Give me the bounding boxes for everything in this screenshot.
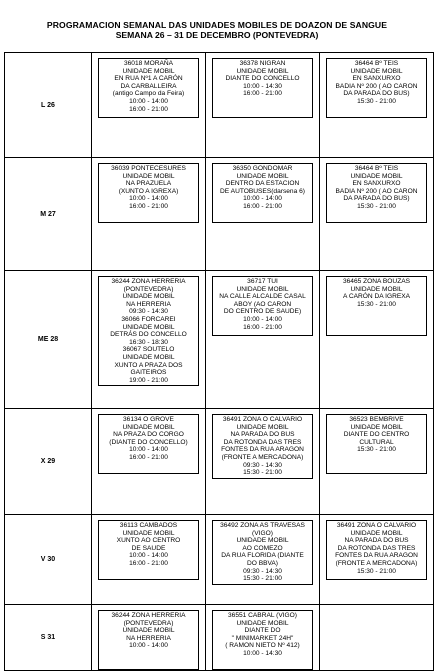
day-label: V 30 [5,515,92,605]
location-line: EN SANXURXO [352,180,401,188]
location-line: 15:30 - 21:00 [357,202,396,210]
location-line: 16:00 - 21:00 [243,323,282,331]
location-box [326,58,427,118]
location-line: CULTURAL [359,438,394,446]
location-line: NA PRAZUELA [125,180,172,188]
location-line: 36717 TUI [247,278,278,285]
schedule-row [5,605,434,671]
location-line: UNIDADE MOBIL [122,67,175,75]
schedule-cell [92,605,206,671]
location-line: 36039 PONTECESURES [111,165,186,172]
location-line: XUNTO AO CENTRO [116,537,181,545]
location-line: UNIDADE MOBIL [350,423,403,431]
location-box [212,520,313,585]
location-line: 15:30 - 21:00 [357,567,396,575]
location-line: UNIDADE MOBIL [350,285,403,293]
location-line: 36244 ZONA HERRERIA [111,278,186,285]
location-line: 15:30 - 21:00 [243,575,282,583]
location-line: UNIDADE MOBIL [236,537,289,545]
location-line: 36465 ZONA BOUZAS [342,278,411,285]
location-line: DA ROTONDA DAS TRES [223,438,302,446]
location-line: (PONTEVEDRA) [123,619,174,627]
location-line: 15:30 - 21:00 [357,446,396,454]
location-line: 36244 ZONA HERRERIA [111,612,186,619]
location-line: FONTES DA RUA ARAGON [221,446,304,454]
schedule-cell [320,605,434,671]
location-box [98,520,199,580]
schedule-cell [206,515,320,605]
location-line: NA HERRERIA [126,300,171,308]
schedule-document [4,4,430,671]
location-line: 16:00 - 21:00 [129,202,168,210]
location-line: 10:00 - 14:30 [243,82,282,90]
location-line: 16:30 - 18:30 [129,338,168,346]
location-line: 36113 CAMBADOS [119,522,178,529]
schedule-cell [320,409,434,515]
location-box [98,610,199,670]
location-line: DA PARADA DO BUS) [343,195,410,203]
schedule-cell [320,158,434,271]
location-line: 10:00 - 14:00 [129,195,168,203]
location-line: NA HERRERIA [126,634,171,642]
location-line: UNIDADE MOBIL [350,529,403,537]
schedule-row [5,53,434,158]
schedule-cell [92,409,206,515]
schedule-table [4,52,434,671]
location-line: BADIA Nº 200 ( AO CARON [335,82,418,90]
location-line: 16:00 - 21:00 [129,105,168,113]
location-box [98,414,199,474]
location-line: UNIDADE MOBIL [236,67,289,75]
location-box [326,276,427,336]
location-line: UNIDADE MOBIL [236,619,289,627]
location-line: 36018 MORAÑA [123,60,174,67]
location-box [212,276,313,336]
location-line: 16:00 - 21:00 [243,90,282,98]
location-line: NA PARADA DO BUS [230,431,295,439]
location-line: DO CENTRO DE SAUDE) [223,308,302,316]
location-line: BADIA Nº 200 ( AO CARON [335,187,418,195]
schedule-cell [92,515,206,605]
location-line: 09:30 - 14:30 [129,308,168,316]
location-line: (VIGO) [252,529,273,537]
location-line: ABOY (AO CARON [233,300,292,308]
location-line: 36464 Bº TEIS [354,165,399,172]
location-line: UNIDADE MOBIL [122,627,175,635]
schedule-cell [320,515,434,605]
location-line: UNIDADE MOBIL [350,172,403,180]
location-line: XUNTO A PRAZA DOS [114,361,183,369]
location-line: 36134 O GROVE [123,416,174,423]
location-line: UNIDADE MOBIL [122,293,175,301]
week-subtitle: SEMANA 26 – 31 DE DECEMBRO (PONTEVEDRA) [115,30,319,40]
location-line: 36066 FORCAREI [121,315,176,323]
location-line: (antigo Campo da Feira) [112,90,185,98]
location-line: 15:30 - 21:00 [357,300,396,308]
location-line: (FRONTE A MERCADONA) [335,559,418,567]
location-line: 36378 NIGRAN [239,60,286,67]
location-line: " MINIMARKET 24H" [231,634,294,642]
day-label: M 27 [5,158,92,271]
schedule-cell [206,271,320,409]
location-line: 10:00 - 14:30 [243,649,282,657]
schedule-cell [206,158,320,271]
location-box [98,163,199,223]
location-line: NA PARADA DO BUS [344,537,409,545]
location-line: DA RUA FLORIDA (DIANTE [221,552,304,560]
location-line: UNIDADE MOBIL [122,353,175,361]
location-line: DIANTE DO [244,627,281,635]
location-line: 36350 GONDOMAR [232,165,293,172]
location-line: 36067 SOUTELO [122,346,175,354]
location-line: (XUNTO A IGREXA) [118,187,179,195]
schedule-cell [92,271,206,409]
location-line: 10:00 - 14:00 [129,446,168,454]
location-line: 36523 BEMBRIVE [349,416,404,423]
schedule-cell [206,53,320,158]
location-line: (PONTEVEDRA) [123,285,174,293]
location-line: 15:30 - 21:00 [243,469,282,477]
location-line: UNIDADE MOBIL [122,529,175,537]
location-line: UNIDADE MOBIL [122,323,175,331]
location-line: DE SAUDE [131,544,166,552]
schedule-cell [206,605,320,671]
location-box [326,163,427,223]
location-line: DIANTE DO CENTRO [343,431,410,439]
location-line: 10:00 - 14:00 [129,642,168,650]
schedule-row [5,158,434,271]
location-line: 10:00 - 14:00 [129,552,168,560]
location-box [212,610,313,670]
location-line: 09:30 - 14:30 [243,567,282,575]
location-line: UNIDADE MOBIL [236,423,289,431]
location-line: UNIDADE MOBIL [350,67,403,75]
location-box [212,58,313,118]
location-line: UNIDADE MOBIL [122,172,175,180]
schedule-cell [320,53,434,158]
day-label: X 29 [5,409,92,515]
location-line: (DIANTE DO CONCELLO) [109,438,188,446]
location-line: DA CARBALLEIRA [120,82,177,90]
location-line: DO BBVA) [246,559,279,567]
location-line: EN RUA Nº1 A CARÓN [114,75,183,83]
location-line: 19:00 - 21:00 [129,376,168,384]
location-line: 36551 CABRAL (VIGO) [227,612,298,619]
schedule-row [5,271,434,409]
day-label: S 31 [5,605,92,671]
location-line: NA PRAZA DO CORGO [113,431,184,439]
location-line: UNIDADE MOBIL [122,423,175,431]
document-title: PROGRAMACION SEMANAL DAS UNIDADES MOBILES DE DOAZON DE SANGUE [46,20,388,30]
document-header [4,4,430,52]
location-line: 10:00 - 14:00 [129,97,168,105]
location-line: AO COMEZO [242,544,283,552]
location-line: GAITEIROS [130,369,167,377]
location-line: DA ROTONDA DAS TRES [337,544,416,552]
location-line: 15:30 - 21:00 [357,97,396,105]
location-line: 16:00 - 21:00 [129,559,168,567]
location-box [326,520,427,580]
schedule-cell [320,271,434,409]
location-box [212,163,313,223]
day-label: L 26 [5,53,92,158]
location-line: DENTRO DA ESTACION [225,180,300,188]
location-box [212,414,313,479]
location-box [98,276,199,386]
location-line: 36491 ZONA O CALVARIO [336,522,417,529]
location-line: DETRÁS DO CONCELLO [110,331,187,339]
location-line: 36464 Bº TEIS [354,60,399,67]
location-line: A CARÓN DA IGREXA [342,293,411,301]
location-line: ( RAMON NIETO Nº 412) [225,642,300,650]
location-box [326,414,427,474]
location-line: FONTES DA RUA ARAGON [335,552,418,560]
schedule-row [5,409,434,515]
schedule-cell [92,158,206,271]
location-line: DE AUTOBUSES(darsena 6) [220,187,305,195]
schedule-cell [92,53,206,158]
schedule-row [5,515,434,605]
location-line: UNIDADE MOBIL [236,285,289,293]
location-line: 16:00 - 21:00 [243,202,282,210]
location-line: 36491 ZONA O CALVARIO [222,416,303,423]
location-line: 10:00 - 14:00 [243,315,282,323]
location-line: 10:00 - 14:00 [243,195,282,203]
day-label: ME 28 [5,271,92,409]
location-line: NA CALLE ALCALDE CASAL [219,293,306,301]
location-box [98,58,199,118]
location-line: DIANTE DO CONCELLO [225,75,300,83]
location-line: UNIDADE MOBIL [236,172,289,180]
location-line: EN SANXURXO [352,75,401,83]
schedule-cell [206,409,320,515]
location-line: 36492 ZONA AS TRAVESAS [220,522,305,529]
location-line: DA PARADA DO BUS) [343,90,410,98]
location-line: (FRONTE A MERCADONA) [221,453,304,461]
location-line: 09:30 - 14:30 [243,461,282,469]
location-line: 16:00 - 21:00 [129,453,168,461]
